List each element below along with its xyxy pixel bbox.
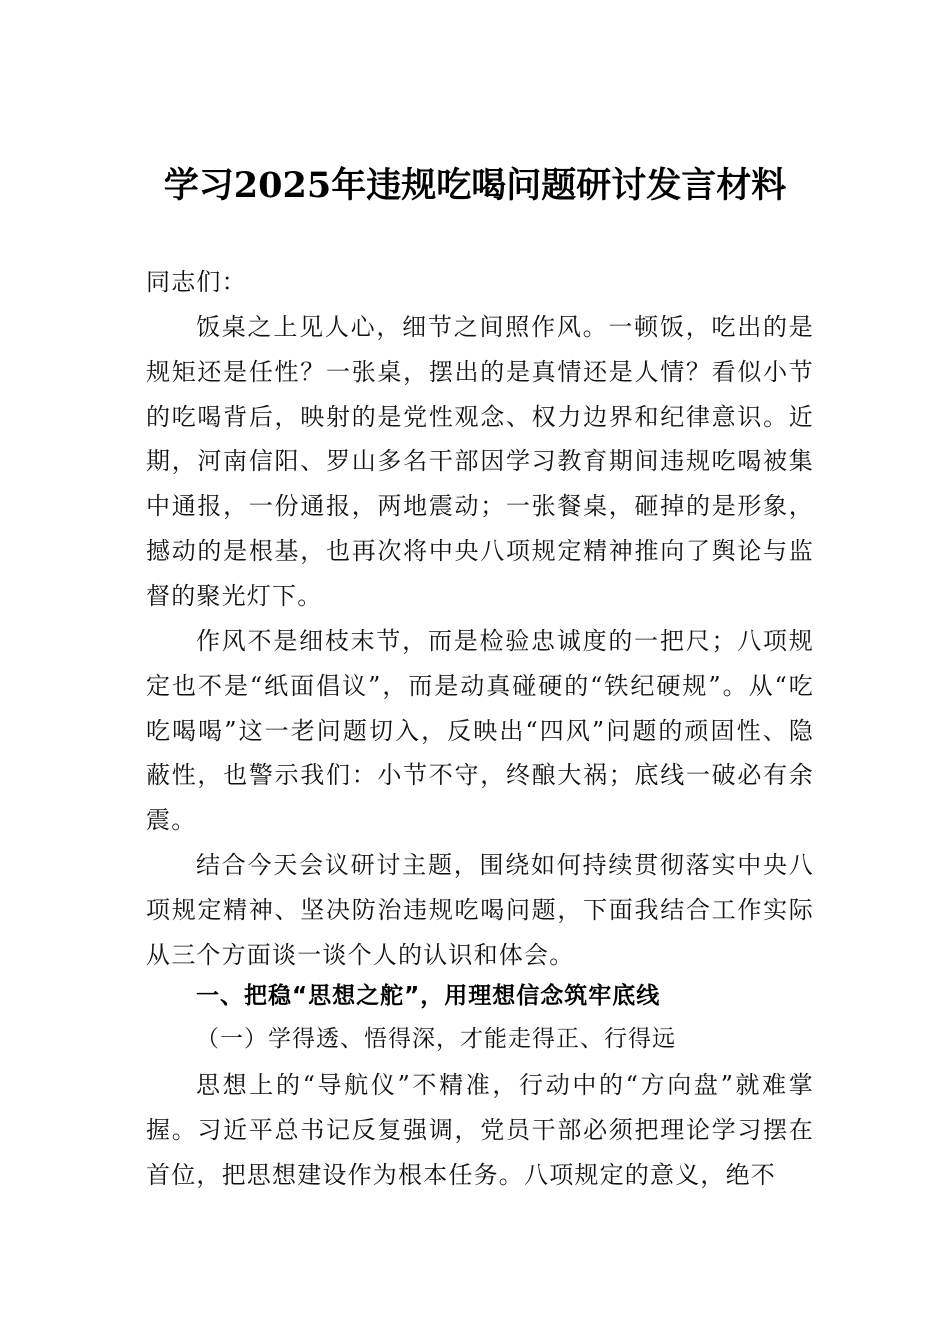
paragraph-2-text: 作风不是细枝末节，而是检验忠诚度的一把尺；八项规定也不是“纸面倡议”，而是动真碰硬的“铁纪硬规”。从“吃吃喝喝”这一老问题切入，反映出“四风”问题的顽固性、隐蔽性，也警示我们：小节不守，终酿大祸；底线一破必有余震。: [146, 627, 814, 835]
subsection-heading-1: （一）学得透、悟得深，才能走得正、行得远: [196, 1026, 676, 1052]
paragraph-1-text: 饭桌之上见人心，细节之间照作风。一顿饭，吃出的是规矩还是任性？一张桌，摆出的是真情还是人情？看似小节的吃喝背后，映射的是党性观念、权力边界和纪律意识。近期，河南信阳、罗山多名干部因学习教育期间违规吃喝被集中通报，一份通报，两地震动；一张餐桌，砸掉的是形象，撼动的是根基，也再次将中央八项规定精神推向了舆论与监督的聚光灯下。: [146, 313, 814, 610]
paragraph-4-text: 思想上的“导航仪”不精准，行动中的“方向盘”就难掌握。习近平总书记反复强调，党员干部必须把理论学习摆在首位，把思想建设作为根本任务。八项规定的意义，绝不: [146, 1071, 814, 1189]
paragraph-3: [146, 843, 814, 977]
document-title: 学习2025年违规吃喝问题研讨发言材料: [163, 165, 787, 206]
paragraph-2: [146, 619, 814, 843]
salutation: 同志们：: [146, 268, 247, 296]
section-heading-1: 一、把稳“思想之舵”，用理想信念筑牢底线: [196, 983, 661, 1009]
paragraph-1: [146, 305, 814, 619]
paragraph-4: [146, 1063, 814, 1197]
paragraph-3-text: 结合今天会议研讨主题，围绕如何持续贯彻落实中央八项规定精神、坚决防治违规吃喝问题，下面我结合工作实际从三个方面谈一谈个人的认识和体会。: [146, 851, 814, 969]
